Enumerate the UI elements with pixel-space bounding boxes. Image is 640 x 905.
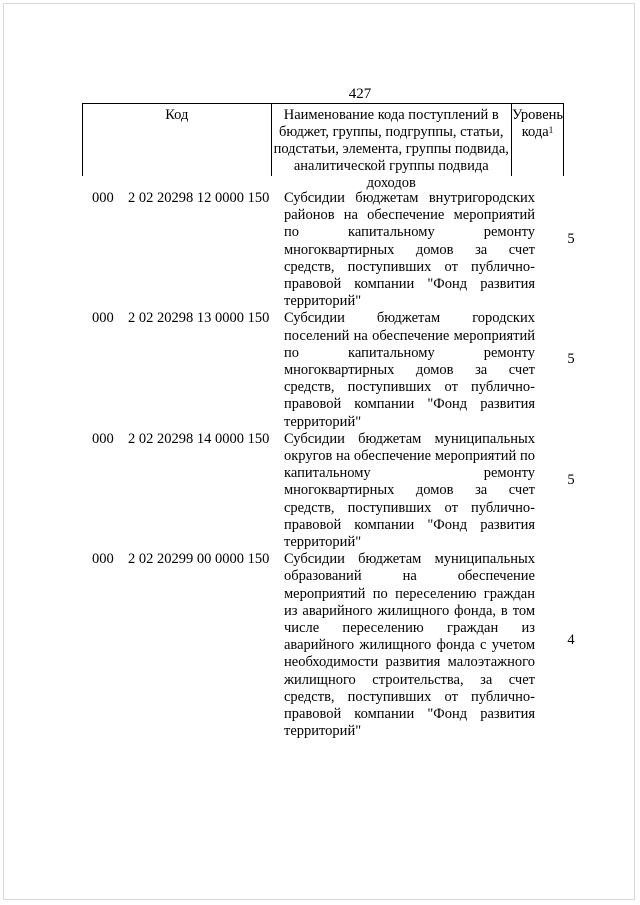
table-body — [0, 190, 640, 741]
code-level: 5 — [567, 231, 575, 247]
table-row — [0, 310, 640, 430]
table-row — [0, 190, 640, 310]
table-header — [82, 103, 564, 191]
header-level-footnote: 1 — [548, 125, 554, 135]
table-row — [0, 431, 640, 551]
admin-code: 000 — [92, 430, 114, 447]
income-name: Субсидии бюджетам внутригородских районов на обеспечение мероприятий по капитальному ремонту многоквартирных домов за счет средств, поступивших от публично-правовой компании "Фонд развития территорий" — [284, 190, 535, 310]
table-row — [0, 551, 640, 740]
code-level: 4 — [567, 632, 575, 649]
header-code: Код — [83, 104, 272, 176]
admin-code: 000 — [92, 310, 114, 327]
income-code: 2 02 20298 13 0000 150 — [128, 310, 270, 327]
code-level: 5 — [567, 471, 575, 488]
header-name: Наименование кода поступлений в бюджет, группы, подгруппы, статьи, подстатьи, элемента, группы подвида, аналитической группы подвида доходов — [272, 104, 512, 176]
income-name: Субсидии бюджетам муниципальных округов на обеспечение мероприятий по капитальному ремонту многоквартирных домов за счет средств, поступивших от публично-правовой компании "Фонд развития территорий" — [284, 430, 535, 551]
admin-code: 000 — [92, 551, 114, 568]
income-code: 2 02 20298 14 0000 150 — [128, 430, 270, 447]
income-code: 2 02 20299 00 0000 150 — [128, 551, 270, 568]
header-level-label: Уровень кода — [511, 107, 563, 140]
income-name: Субсидии бюджетам городских поселений на обеспечение мероприятий по капитальному ремонту многоквартирных домов за счет средств, поступивших от публично-правовой компании "Фонд развития территорий" — [284, 310, 535, 430]
page-number: 427 — [348, 86, 372, 102]
code-level: 5 — [567, 351, 575, 368]
admin-code: 000 — [92, 190, 114, 206]
header-level — [512, 104, 563, 176]
income-name: Субсидии бюджетам муниципальных образований на обеспечение мероприятий по переселению граждан из аварийного жилищного фонда, в том числе переселению граждан из аварийного жилищного фонда с учетом необходимости развития малоэтажного жилищного строительства, за счет средств, поступивших от публично-правовой компании "Фонд развития территорий" — [284, 551, 535, 740]
income-code: 2 02 20298 12 0000 150 — [128, 190, 270, 206]
